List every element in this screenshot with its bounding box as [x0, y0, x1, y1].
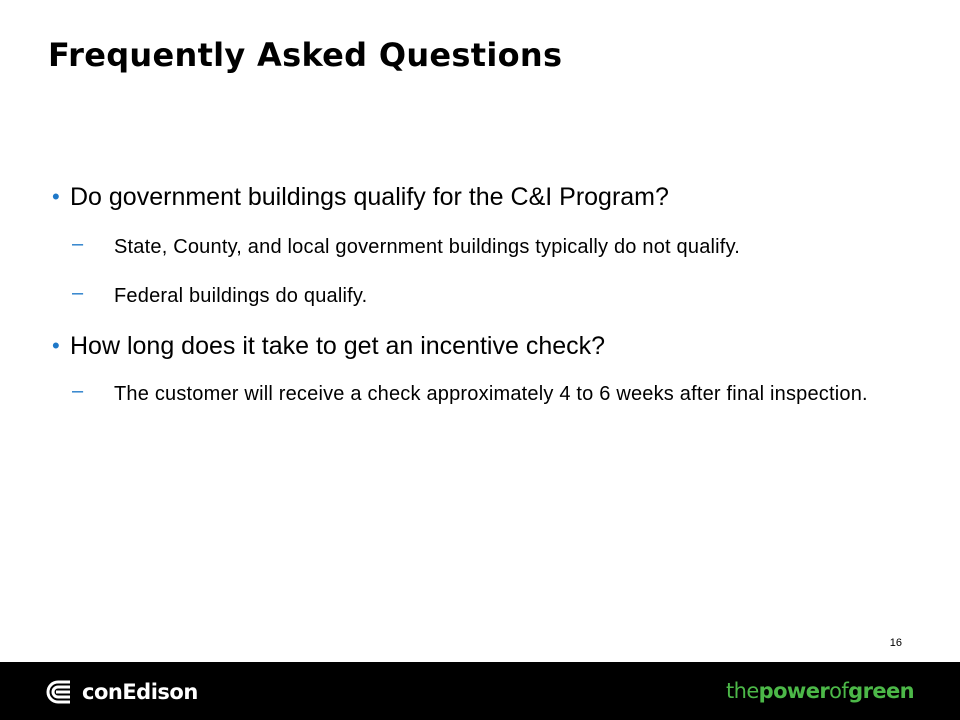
dash-icon: –	[72, 380, 84, 402]
tagline	[726, 679, 914, 703]
faq-answer-text: The customer will receive a check approximately 4 to 6 weeks after final inspection.	[114, 383, 868, 405]
faq-question-text: Do government buildings qualify for the C&I Program?	[70, 183, 669, 211]
faq-content	[48, 172, 878, 408]
faq-question	[48, 182, 878, 212]
faq-answer-text: State, County, and local government buildings typically do not qualify.	[114, 236, 741, 258]
faq-answer	[48, 234, 878, 261]
faq-question-text: How long does it take to get an incentive check?	[70, 332, 606, 360]
tagline-of: of	[829, 679, 849, 703]
faq-answers	[48, 381, 878, 408]
faq-answer-text: Federal buildings do qualify.	[114, 285, 368, 307]
logo-text: conEdison	[82, 680, 198, 704]
dash-icon: –	[72, 282, 84, 304]
tagline-power: power	[758, 679, 830, 703]
footer-bar	[0, 662, 960, 720]
tagline-green: green	[848, 679, 914, 703]
page-number: 16	[889, 637, 902, 649]
conedison-logo	[44, 678, 198, 706]
conedison-c-icon	[44, 678, 78, 706]
faq-answer	[48, 381, 878, 408]
bullet-icon: •	[52, 184, 60, 209]
faq-answer	[48, 283, 878, 310]
bullet-icon: •	[52, 333, 60, 358]
slide-title: Frequently Asked Questions	[48, 36, 563, 74]
faq-answers	[48, 234, 878, 310]
dash-icon: –	[72, 233, 84, 255]
faq-question	[48, 331, 878, 361]
tagline-the: the	[725, 679, 759, 703]
